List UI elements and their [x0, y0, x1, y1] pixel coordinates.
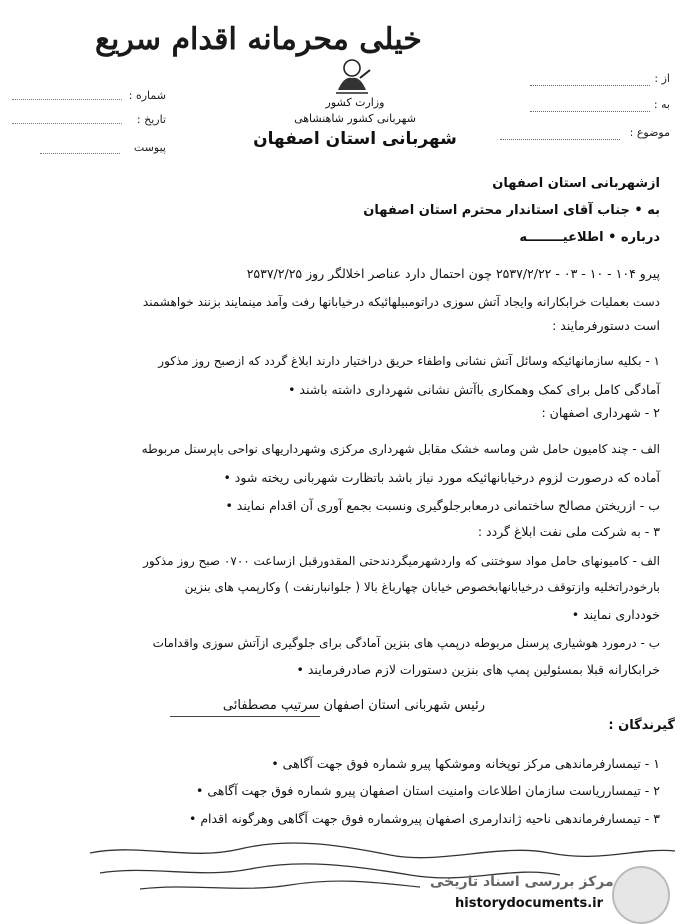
- from-field-line: [530, 84, 650, 86]
- body-line: آماده که درصورت لزوم درخیابانهائیکه مورد نیاز باشد باتظارت شهربانی ریخته شود •: [223, 470, 660, 485]
- body-line: ب - درمورد هوشیاری پرسنل مربوطه درپمپ های بنزین آمادگی برای جلوگیری ازآتش سوزی واقدامات: [152, 636, 660, 650]
- ministry-label: وزارت کشور: [325, 96, 385, 109]
- body-line: ۱ - بکلیه سازمانهائیکه وسائل آتش نشانی واطفاء حریق دراختیار دارند ابلاغ گردد که ازصبح روز مذکور: [158, 354, 660, 368]
- signature-underline: [170, 716, 320, 717]
- date-field-label: تاریخ :: [136, 113, 166, 126]
- to-field-label: به :: [653, 98, 670, 111]
- body-line: ۲ - شهرداری اصفهان :: [541, 405, 660, 420]
- watermark-logo-icon: [612, 866, 670, 924]
- subject-field-label: موضوع :: [629, 126, 670, 139]
- police-country-label: شهربانی کشور شاهنشاهی: [294, 112, 416, 125]
- attachment-field-label: پیوست: [133, 141, 166, 154]
- subject-field-line: [500, 138, 620, 140]
- body-line: بارخودراتخلیه وازتوقف درخیابانهابخصوص خیابان چهارباغ بالا ( جلوانبارنفت ) وکارپمپ های بنزین: [184, 580, 660, 594]
- recipient-item: ۳ - تیمسارفرماندهی ناحیه ژاندارمری اصفهان پیروشماره فوق جهت آگاهی وهرگونه اقدام •: [188, 811, 660, 826]
- watermark-url: historydocuments.ir: [455, 896, 604, 911]
- body-line: خودداری نمایند •: [571, 607, 660, 622]
- letter-to-line: به • جناب آقای استاندار محترم استان اصفهان: [363, 203, 660, 218]
- body-line: پیرو ۱۰۴ - ۱۰ - ۰۳ - ۲۵۳۷/۲/۲۲ چون احتمال دارد عناصر اخلالگر روز ۲۵۳۷/۲/۲۵: [246, 266, 660, 281]
- signature-line: رئیس شهربانی استان اصفهان سرتیپ مصطفائی: [222, 698, 485, 713]
- body-line: ب - ازریختن مصالح ساختمانی درمعابرجلوگیری ونسبت بجمع آوری آن اقدام نمایند •: [225, 498, 660, 513]
- recipient-item: ۱ - تیمسارفرماندهی مرکز توپخانه وموشکها پیرو شماره فوق جهت آگاهی •: [271, 756, 660, 771]
- body-line: خرابکارانه قبلا بمسئولین پمپ های بنزین دستورات لازم صادرفرمایند •: [296, 662, 660, 677]
- attachment-field-line: [40, 152, 120, 154]
- number-handwritten: [12, 84, 122, 100]
- body-line: دست بعملیات خرابکارانه وایجاد آتش سوزی دراتومبیلهائیکه درخیابانها رفت وآمد مینمایند بزنند خواهشمند: [142, 295, 660, 309]
- number-field-label: شماره :: [128, 89, 166, 102]
- letter-from-line: ازشهربانی استان اصفهان: [492, 176, 660, 191]
- confidential-stamp: خیلی محرمانه اقدام سریع: [95, 22, 422, 57]
- to-field-line: [530, 110, 650, 112]
- from-field-label: از :: [654, 72, 670, 85]
- police-province-label: شهربانی استان اصفهان: [253, 129, 457, 149]
- date-handwritten: [12, 108, 122, 124]
- letter-about-line: درباره • اطلاعیــــــــه: [519, 230, 660, 245]
- body-line: آمادگی کامل برای کمک وهمکاری باآتش نشانی شهرداری داشته باشند •: [288, 382, 660, 397]
- body-line: است دستورفرمایند :: [552, 318, 660, 333]
- recipient-item: ۲ - تیمسارریاست سازمان اطلاعات وامنیت استان اصفهان پیرو شماره فوق جهت آگاهی •: [195, 783, 660, 798]
- body-line: الف - کامیونهای حامل مواد سوختنی که واردشهرمیگردندحتی المقدورقبل ازساعت ۰۷۰۰ صبح روز مذکور: [143, 554, 660, 568]
- watermark-title: مرکز بررسی اسناد تاریخی: [430, 874, 614, 890]
- lion-and-sun-emblem-icon: [330, 56, 374, 96]
- body-line: ۳ - به شرکت ملی نفت ابلاغ گردد :: [477, 524, 660, 539]
- recipients-title: گیرندگان :: [608, 718, 675, 733]
- body-line: الف - چند کامیون حامل شن وماسه خشک مقابل شهرداری مرکزی وشهرداریهای نواحی باپرسنل مربوطه: [141, 442, 660, 456]
